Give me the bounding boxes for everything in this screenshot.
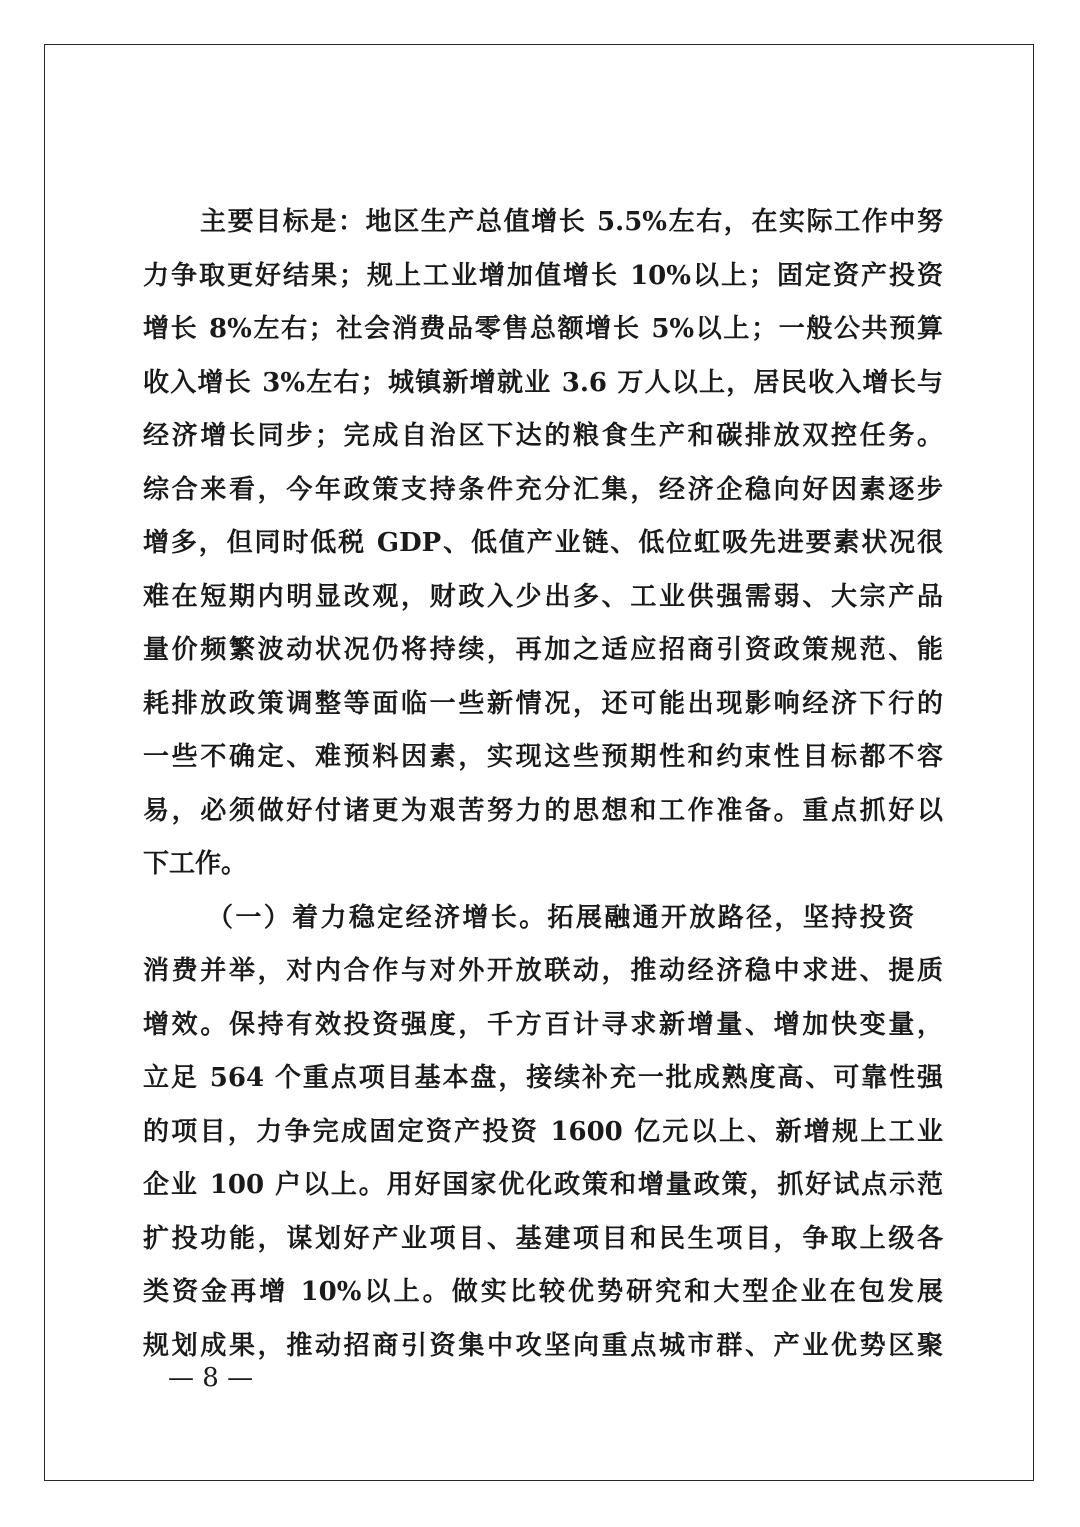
body-text-line: 收入增长 3%左右；城镇新增就业 3.6 万人以上，居民收入增长与 — [143, 368, 943, 398]
body-text-line: 增效。保持有效投资强度，千方百计寻求新增量、增加快变量， — [143, 1010, 943, 1040]
body-text-line: 难在短期内明显改观，财政入少出多、工业供强需弱、大宗产品 — [143, 582, 943, 612]
body-text-line: 主要目标是：地区生产总值增长 5.5%左右，在实际工作中努 — [200, 207, 943, 237]
body-text-line: 下工作。 — [143, 849, 248, 879]
body-text-line: 增多，但同时低税 GDP、低值产业链、低位虹吸先进要素状况很 — [143, 528, 943, 558]
section-heading-line: （一）着力稳定经济增长。拓展融通开放路径，坚持投资 — [207, 903, 914, 933]
body-text-line: 增长 8%左右；社会消费品零售总额增长 5%以上；一般公共预算 — [143, 314, 943, 344]
body-text-line: 的项目，力争完成固定资产投资 1600 亿元以上、新增规上工业 — [143, 1117, 943, 1147]
body-text-line: 耗排放政策调整等面临一些新情况，还可能出现影响经济下行的 — [143, 689, 943, 719]
body-text-line: 量价频繁波动状况仍将持续，再加之适应招商引资政策规范、能 — [143, 635, 943, 665]
page-number: — 8 — — [168, 1363, 254, 1393]
body-text-line: 易，必须做好付诸更为艰苦努力的思想和工作准备。重点抓好以 — [143, 796, 943, 826]
body-text-line: 综合来看，今年政策支持条件充分汇集，经济企稳向好因素逐步 — [143, 475, 943, 505]
body-text-line: 消费并举，对内合作与对外开放联动，推动经济稳中求进、提质 — [143, 956, 943, 986]
body-text-line: 一些不确定、难预料因素，实现这些预期性和约束性目标都不容 — [143, 742, 943, 772]
body-text-line: 立足 564 个重点项目基本盘，接续补充一批成熟度高、可靠性强 — [143, 1063, 943, 1093]
body-text-line: 类资金再增 10%以上。做实比较优势研究和大型企业在包发展 — [143, 1277, 943, 1307]
body-text-line: 扩投功能，谋划好产业项目、基建项目和民生项目，争取上级各 — [143, 1224, 943, 1254]
body-text-line: 规划成果，推动招商引资集中攻坚向重点城市群、产业优势区聚 — [143, 1331, 943, 1361]
body-text-line: 经济增长同步；完成自治区下达的粮食生产和碳排放双控任务。 — [143, 421, 943, 451]
body-text-line: 企业 100 户以上。用好国家优化政策和增量政策，抓好试点示范 — [143, 1170, 943, 1200]
body-text-line: 力争取更好结果；规上工业增加值增长 10%以上；固定资产投资 — [143, 261, 943, 291]
